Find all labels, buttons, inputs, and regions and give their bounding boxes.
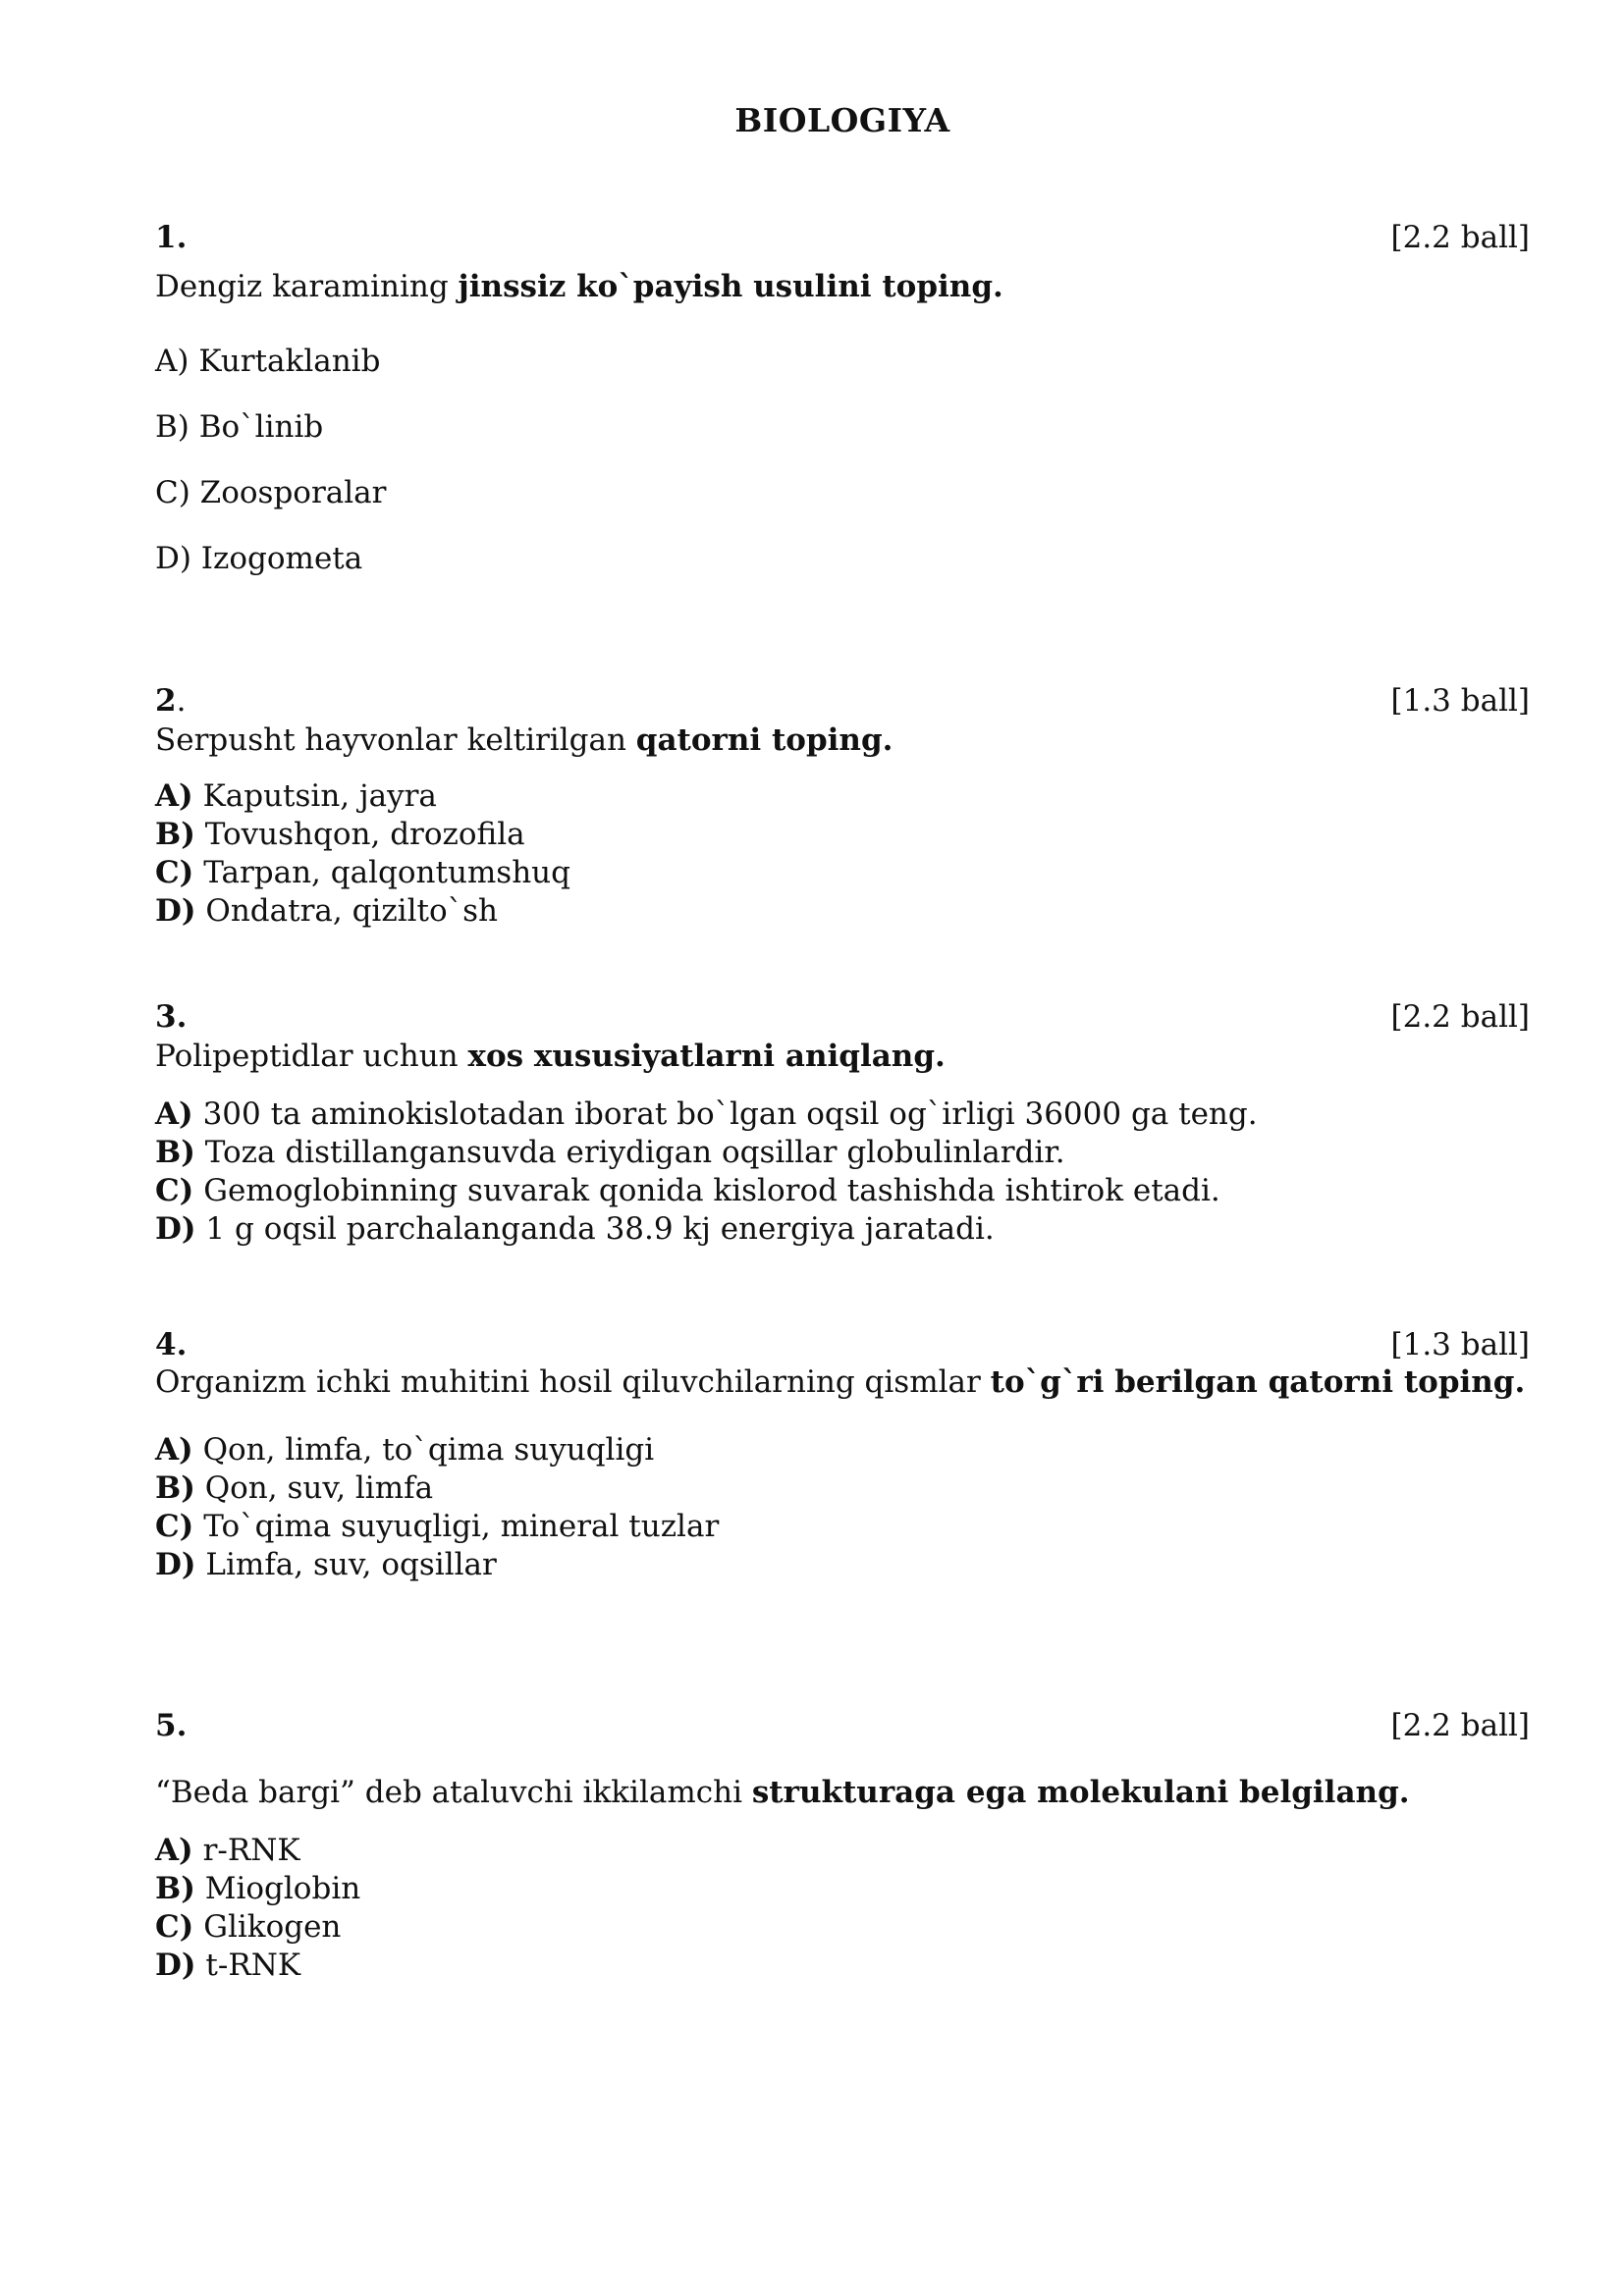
question-points: [2.2 ball] [1390, 220, 1530, 255]
question-number: 3. [155, 999, 188, 1035]
option-letter: A) [155, 344, 189, 379]
option-text: Bo`linib [189, 409, 324, 445]
option-letter: C) [155, 1909, 194, 1945]
option-letter: C) [155, 855, 194, 890]
option-d [155, 1546, 1530, 1584]
option-text: Tarpan, qalqontumshuq [193, 855, 570, 890]
option-text: Kurtaklanib [189, 344, 381, 379]
option-letter: A) [155, 1833, 193, 1868]
option-text: To`qima suyuqligi, mineral tuzlar [193, 1509, 720, 1544]
question-points: [2.2 ball] [1390, 999, 1530, 1035]
option-letter: D) [155, 1948, 196, 1983]
question-points: [2.2 ball] [1390, 1708, 1530, 1743]
question-4 [155, 1327, 1530, 1584]
option-c [155, 1908, 1530, 1947]
option-a [155, 1095, 1530, 1134]
option-d [155, 1210, 1530, 1249]
stem-emphasis: xos xususiyatlarni aniqlang. [467, 1039, 946, 1074]
stem-text: Organizm ichki muhitini hosil qiluvchilarning qismlar [155, 1364, 991, 1400]
option-c [155, 854, 1530, 892]
option-letter: A) [155, 778, 193, 814]
stem-emphasis: qatorni toping. [635, 722, 893, 758]
option-letter: B) [155, 409, 189, 445]
page-title: BIOLOGIYA [734, 101, 950, 139]
option-d [155, 892, 1530, 931]
stem-emphasis: jinssiz ko`payish usulini toping. [458, 269, 1003, 304]
option-letter: D) [155, 893, 196, 929]
option-text: Mioglobin [194, 1871, 361, 1906]
question-stem [155, 1775, 1530, 1810]
option-letter: B) [155, 817, 195, 852]
option-letter: D) [155, 541, 191, 576]
option-b [155, 409, 1530, 445]
option-text: Glikogen [193, 1909, 342, 1945]
option-c [155, 1172, 1530, 1210]
question-number: 5. [155, 1708, 188, 1743]
question-header [155, 999, 1530, 1039]
question-header [155, 220, 1530, 259]
question-stem [155, 1039, 1530, 1074]
option-letter: D) [155, 1211, 196, 1247]
question-5 [155, 1708, 1530, 1985]
option-text: Zoosporalar [189, 475, 387, 510]
question-points: [1.3 ball] [1390, 1327, 1530, 1362]
option-c [155, 1508, 1530, 1546]
question-stem [155, 1364, 1530, 1400]
stem-text: Serpusht hayvonlar keltirilgan [155, 722, 636, 758]
option-text: Ondatra, qizilto`sh [195, 893, 499, 929]
option-letter: A) [155, 1432, 193, 1468]
option-text: Qon, limfa, to`qima suyuqligi [192, 1432, 655, 1468]
option-a [155, 1431, 1530, 1469]
question-2 [155, 683, 1530, 931]
stem-text: Dengiz karamining [155, 269, 459, 304]
option-d [155, 541, 1530, 576]
option-text: Tovushqon, drozofila [194, 817, 525, 852]
option-text: 1 g oqsil parchalanganda 38.9 kj energiya jaratadi. [195, 1211, 995, 1247]
option-letter: C) [155, 1509, 194, 1544]
question-stem [155, 269, 1530, 304]
option-text: Gemoglobinning suvarak qonida kislorod tashishda ishtirok etadi. [193, 1173, 1220, 1208]
option-text: Limfa, suv, oqsillar [195, 1547, 497, 1582]
option-b [155, 816, 1530, 854]
option-a [155, 344, 1530, 379]
options-list [155, 1095, 1530, 1249]
option-b [155, 1469, 1530, 1508]
option-text: 300 ta aminokislotadan iborat bo`lgan oqsil og`irligi 36000 ga teng. [192, 1096, 1258, 1132]
option-b [155, 1870, 1530, 1908]
options-list [155, 777, 1530, 931]
option-d [155, 1947, 1530, 1985]
question-number: 2. [155, 683, 187, 719]
question-3 [155, 999, 1530, 1249]
options-list [155, 344, 1530, 576]
stem-text: Polipeptidlar uchun [155, 1039, 468, 1074]
options-list [155, 1431, 1530, 1584]
question-1 [155, 220, 1530, 607]
question-header [155, 1327, 1530, 1366]
option-letter: B) [155, 1871, 195, 1906]
option-text: Toza distillangansuvda eriydigan oqsillar globulinlardir. [194, 1135, 1065, 1170]
option-c [155, 475, 1530, 510]
question-number: 4. [155, 1327, 188, 1362]
option-a [155, 1832, 1530, 1870]
option-a [155, 777, 1530, 816]
option-letter: C) [155, 1173, 194, 1208]
options-list [155, 1832, 1530, 1985]
option-letter: B) [155, 1135, 195, 1170]
question-points: [1.3 ball] [1390, 683, 1530, 719]
stem-emphasis: strukturaga ega molekulani belgilang. [751, 1775, 1410, 1810]
option-letter: B) [155, 1470, 195, 1506]
stem-text: “Beda bargi” deb ataluvchi ikkilamchi [155, 1775, 752, 1810]
option-letter: C) [155, 475, 190, 510]
option-text: Izogometa [190, 541, 363, 576]
question-number: 1. [155, 220, 188, 255]
question-header [155, 1708, 1530, 1747]
option-text: r-RNK [192, 1833, 300, 1868]
question-stem [155, 722, 1530, 758]
question-header [155, 683, 1530, 722]
option-text: t-RNK [195, 1948, 300, 1983]
stem-emphasis: to`g`ri berilgan qatorni toping. [990, 1364, 1526, 1400]
option-letter: A) [155, 1096, 193, 1132]
option-b [155, 1134, 1530, 1172]
option-letter: D) [155, 1547, 196, 1582]
option-text: Qon, suv, limfa [194, 1470, 434, 1506]
option-text: Kaputsin, jayra [192, 778, 437, 814]
